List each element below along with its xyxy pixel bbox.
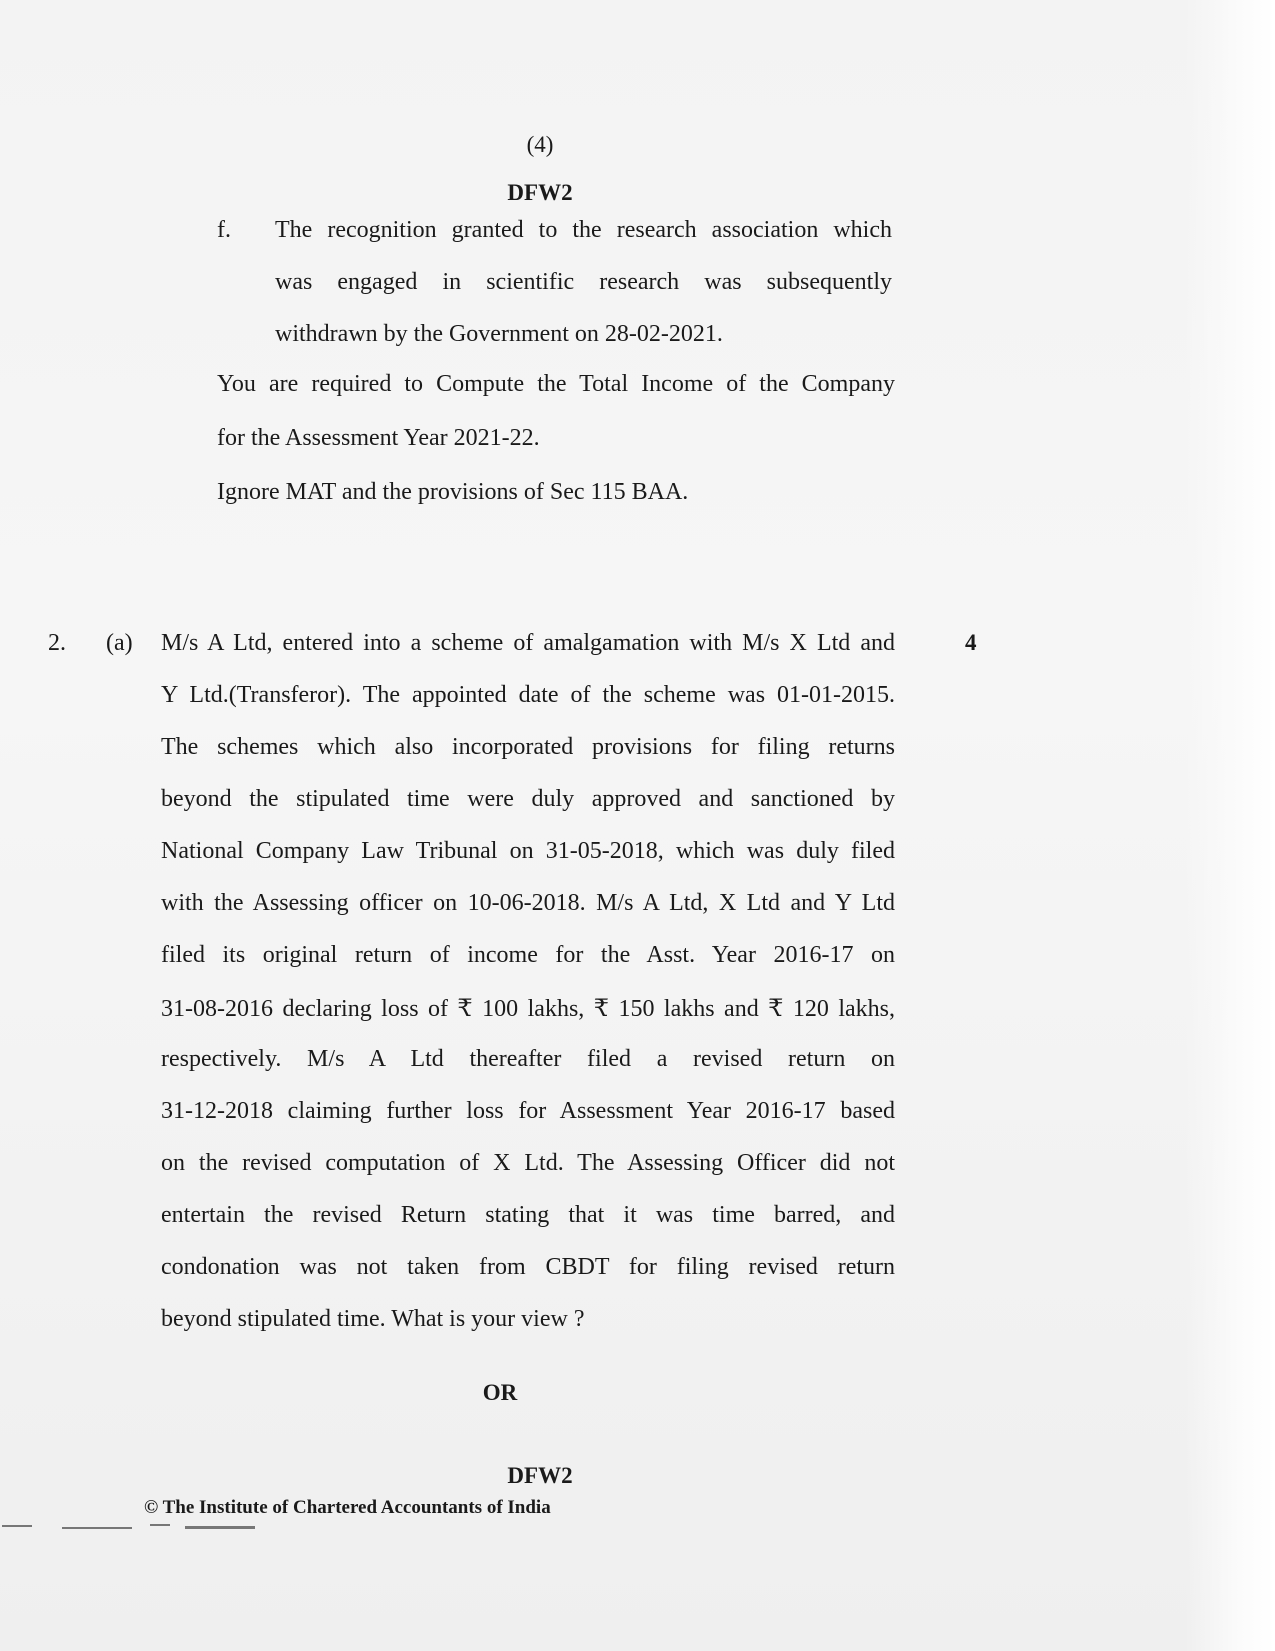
item-f-label: f. — [217, 217, 231, 243]
question-line-1: M/s A Ltd, entered into a scheme of amalgamation with M/s X Ltd and — [161, 630, 895, 656]
instructions — [217, 371, 895, 505]
page-number: (4) — [526, 132, 554, 157]
question-line-3: The schemes which also incorporated provisions for filing returns — [161, 734, 895, 760]
instruction-line-1: You are required to Compute the Total Income of the Company — [217, 371, 895, 397]
question-text — [161, 630, 895, 1350]
question-number: 2. — [48, 630, 66, 656]
question-line-2: Y Ltd.(Transferor). The appointed date of the scheme was 01-01-2015. — [161, 682, 895, 708]
question-line-10: 31-12-2018 claiming further loss for Assessment Year 2016-17 based — [161, 1098, 895, 1124]
item-f-line-2: was engaged in scientific research was subsequently — [275, 269, 892, 295]
question-sub-label: (a) — [106, 630, 133, 656]
item-f-text — [275, 217, 892, 357]
paper-code-footer: DFW2 — [507, 1463, 573, 1488]
question-line-5: National Company Law Tribunal on 31-05-2018, which was duly filed — [161, 838, 895, 864]
scan-marks — [0, 1521, 290, 1533]
question-line-13: condonation was not taken from CBDT for filing revised return — [161, 1254, 895, 1280]
page-edge-shadow — [1185, 0, 1275, 1651]
question-marks: 4 — [965, 630, 977, 655]
item-f-line-3: withdrawn by the Government on 28-02-2021. — [275, 321, 723, 347]
paper-code-header: DFW2 — [507, 180, 573, 205]
question-line-14: beyond stipulated time. What is your view ? — [161, 1306, 585, 1332]
question-line-9: respectively. M/s A Ltd thereafter filed a revised return on — [161, 1046, 895, 1072]
instruction-line-2: for the Assessment Year 2021-22. — [217, 425, 540, 451]
item-f-line-1: The recognition granted to the research association which — [275, 217, 892, 243]
or-separator: OR — [482, 1380, 518, 1405]
question-line-6: with the Assessing officer on 10-06-2018. M/s A Ltd, X Ltd and Y Ltd — [161, 890, 895, 916]
question-line-8: 31-08-2016 declaring loss of ₹ 100 lakhs, ₹ 150 lakhs and ₹ 120 lakhs, — [161, 996, 895, 1022]
question-line-7: filed its original return of income for the Asst. Year 2016-17 on — [161, 942, 895, 968]
question-line-4: beyond the stipulated time were duly approved and sanctioned by — [161, 786, 895, 812]
question-line-12: entertain the revised Return stating that it was time barred, and — [161, 1202, 895, 1228]
copyright-footer: © The Institute of Chartered Accountants of India — [144, 1497, 551, 1518]
question-line-11: on the revised computation of X Ltd. The Assessing Officer did not — [161, 1150, 895, 1176]
instruction-line-3: Ignore MAT and the provisions of Sec 115 BAA. — [217, 479, 689, 505]
